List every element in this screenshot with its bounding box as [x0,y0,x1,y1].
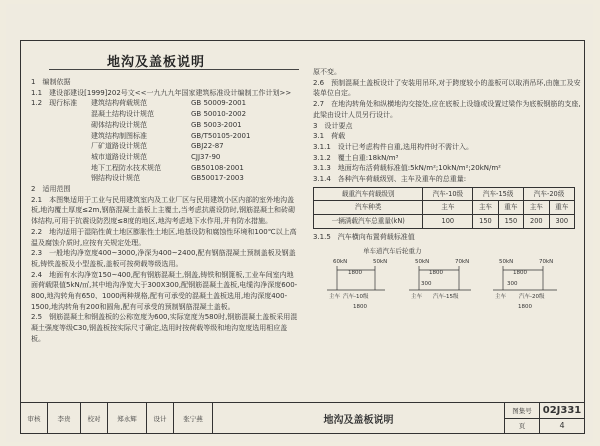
dimension-label: 1800 [513,269,527,276]
main-vehicle-label: 主车 [495,293,507,300]
standard-code: GB/T50105-2001 [191,131,251,140]
section-3-1-5: 3.1.5 汽车横向布置荷载标准值 [313,232,415,241]
dimension-label: 1800 [429,269,443,276]
sheet-frame [20,40,585,434]
load-label: 60kN [333,258,348,265]
title-rule [49,69,299,70]
check-label: 校对 [81,403,108,433]
section-3-1-3: 3.1.3 地面均布活荷载标准值:5kN/m²;10kN/m²;20kN/m² [313,164,501,173]
vehicle-class-label: 汽车-15级 [433,293,459,300]
table-cell: 重车 [549,201,574,215]
standard-code: CJJ37-90 [191,152,221,161]
section-3-1-2: 3.1.2 覆土自重:18kN/m³ [313,153,399,162]
continued-text: 原不变。 [313,68,341,76]
load-label: 50kN [373,258,388,265]
standard-code: GB50108-2001 [191,163,244,172]
standard-name: 砌体结构设计规范 [91,120,147,129]
table-cell: 汽车-20级 [524,187,575,201]
table-row [314,187,575,201]
title-block [21,402,584,433]
table-cell: 重车 [498,201,523,215]
section-2-4: 2.4 地面有水沟净宽150~400,配有钢筋混凝土,钢盖,铸铁和钢篦板,工业车间室内地面荷载限值5kN/㎡,其中地沟净宽大于300X300,配钢筋混凝土盖板,电缆沟净深度600-800,地沟转角有650、1000两种规格,配有可承受的混凝土盖板选用,地沟深度400-1500,地沟转角有200和圆角,配有可承受的预制钢筋混凝土盖板。 [31,270,298,311]
vehicle-load-table [313,187,575,229]
table-cell: 主车 [473,201,498,215]
load-label: 70kN [455,258,470,265]
vehicle-class-label: 汽车-10级 [343,293,369,300]
table-row [314,215,575,229]
review-label: 审核 [21,403,48,433]
standard-name: 厂矿道路设计规范 [91,142,147,151]
table-cell: 150 [473,215,498,229]
table-cell: 汽车种类 [314,201,423,215]
standards-label: 1.2 现行标准 [31,99,78,108]
standard-code: GB 50009-2001 [191,99,247,108]
table-cell: 200 [524,215,549,229]
title-block-title: 地沟及盖板说明 [213,403,505,433]
table-cell: 汽车-15级 [473,187,524,201]
table-cell: 300 [549,215,574,229]
table-cell: 汽车-10级 [423,187,473,201]
section-3-1-4: 3.1.4 各种汽车荷载级别、主车及重车的总重量: [313,175,467,184]
table-cell: 主车 [524,201,549,215]
section-2-7: 2.7 在地沟转角处和纵横地沟交接处,应在底板上设缝或设置过梁作为底板钢筋的支座,此梁由设计人员另行设计。 [313,100,581,119]
diagram-title: 单车道汽车后轮重力 [363,246,422,255]
section-2-6: 2.6 预制混凝土盖板设计了安装用吊环,对于跨度较小的盖板可以取消吊环,由施工及安装单位自定。 [313,78,581,98]
atlas-label: 图集号 [512,406,532,415]
section-1-1: 1.1 建设部建设[1999]202号文<<一九九九年国家建筑标准设计编制工作计划>> [31,88,292,97]
load-label: 50kN [499,258,514,265]
standard-name: 建筑结构制图标准 [91,131,147,140]
atlas-number: 02J331 [542,404,582,416]
page-label: 页 [505,418,539,434]
section-2-3: 2.3 一般地沟净宽度400~3000,净深为400~2400,配有钢筋混凝土预制盖板及钢盖板,铸铁盖板及小型盖板,盖板可按荷载等级选用。 [31,249,296,268]
load-label: 70kN [539,258,554,265]
table-cell: 150 [498,215,523,229]
standard-code: GB 50010-2002 [191,110,247,119]
right-column [313,67,581,315]
standards-list [31,98,299,184]
checker-name: 郑永辉 [108,403,147,433]
title-block-labels [505,403,540,433]
drawing-sheet [6,4,593,442]
table-cell: 主车 [423,201,473,215]
main-vehicle-label: 主车 [329,293,341,300]
section-2-5: 2.5 钢筋混凝土和钢盖板的公称宽度为600,实际宽度为580时,钢筋混凝土盖板采用混凝土强度等级C30,钢盖板按实际尺寸确定,选用时按荷载等级和地沟宽度选用相应盖板。 [31,313,298,343]
section-2-2: 2.2 地沟适用于湿陷性黄土地区膨胀性土地区,地基设防和腐蚀性环境和100℃以上高温及腐蚀介质时,应按有关规定处理。 [31,227,297,247]
standard-name: 城市道路设计规范 [91,152,147,161]
section-3-1: 3.1 荷载 [313,132,346,141]
table-cell: 载重汽车荷载级别 [314,187,423,201]
table-cell: 一辆满载汽车总重量(kN) [314,215,423,229]
load-label: 50kN [415,258,430,265]
page-title: 地沟及盖板说明 [106,55,205,70]
standard-code: GB 5003-2001 [191,120,242,129]
page-number: 4 [540,418,584,434]
reviewer-name: 李贵 [48,403,81,433]
section-3-heading: 3 设计要点 [313,121,353,130]
left-column [31,77,299,345]
standard-code: GBJ22-87 [191,142,224,151]
section-3-1-1: 3.1.1 设计已考虑构件自重,选用构件时不需计入。 [313,142,474,151]
section-2-1: 2.1 本图集适用于工业与民用建筑室内及工业厂区与民用建筑小区内部的室外地沟盖板,地沟覆土厚度≤2m,钢筋混凝土盖板上主覆土,当考虑抗震设防时,钢筋混凝土和砖砌体结构,可用于抗震设防烈度≤8度的地区,地沟考虑地下水作用,并有防水措施。 [31,195,296,226]
dimension-label: 300 [421,280,432,287]
standard-name: 钢结构设计规范 [91,174,140,183]
main-vehicle-label: 主车 [411,293,423,300]
table-cell: 100 [423,215,473,229]
standard-code: GB50017-2003 [191,174,244,183]
title-block-values [540,403,584,433]
section-2-heading: 2 适用范围 [31,185,71,194]
dimension-label: 1800 [348,269,362,276]
vehicle-class-label: 汽车-20级 [519,293,545,300]
dimension-label: 300 [507,280,518,287]
designer-name: 张宁燕 [174,403,213,433]
section-1-heading: 1 编制依据 [31,78,71,86]
standard-name: 地下工程防水技术规范 [91,163,161,172]
standard-name: 建筑结构荷载规范 [91,99,147,108]
design-label: 设计 [147,403,174,433]
table-row [314,201,575,215]
wheel-load-diagram [313,246,575,312]
standard-name: 混凝土结构设计规范 [91,110,154,119]
dimension-label: 1800 [353,303,367,310]
dimension-label: 1800 [518,303,532,310]
